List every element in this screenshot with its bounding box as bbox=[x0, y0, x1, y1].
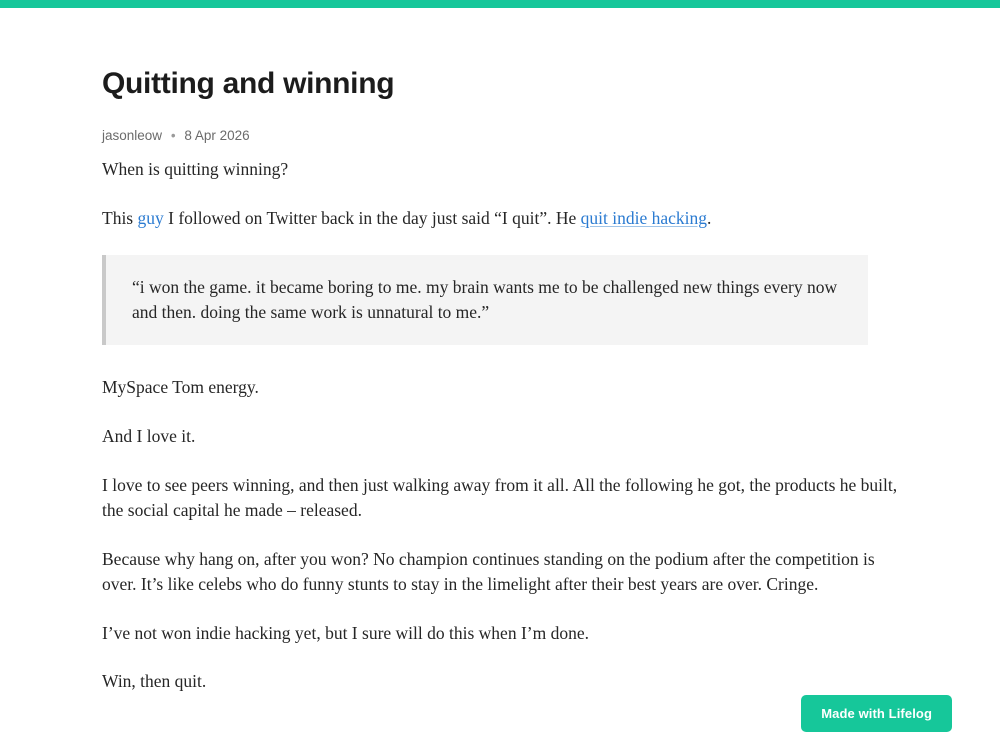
page-title: Quitting and winning bbox=[102, 67, 395, 100]
link-quit-indie-hacking[interactable]: quit indie hacking bbox=[580, 207, 708, 228]
paragraph-love-it: And I love it. bbox=[102, 426, 196, 447]
accent-top-bar bbox=[0, 0, 1000, 8]
post-author: jasonleow bbox=[102, 128, 163, 143]
paragraph-myspace: MySpace Tom energy. bbox=[102, 377, 259, 398]
paragraph-peers-winning: I love to see peers winning, and then just walking away from it all. All the following he got, the products he built, the social capital he made – released. bbox=[102, 475, 898, 520]
meta-separator: • bbox=[170, 128, 176, 143]
post-date: 8 Apr 2026 bbox=[184, 128, 250, 143]
post-meta bbox=[102, 128, 898, 143]
paragraph-win-then-quit: Win, then quit. bbox=[102, 671, 207, 692]
paragraph-with-links bbox=[102, 206, 898, 231]
post-page bbox=[0, 8, 1000, 752]
blockquote bbox=[102, 255, 868, 346]
text-between-links: I followed on Twitter back in the day just said “I quit”. He bbox=[163, 207, 581, 228]
blockquote-text: “i won the game. it became boring to me. my brain wants me to be challenged new things every now and then. doing the same work is unnatural to me.” bbox=[132, 276, 838, 323]
paragraph-why-hang-on: Because why hang on, after you won? No champion continues standing on the podium after the competition is over. It’s like celebs who do funny stunts to stay in the limelight after their best years are over. Cringe. bbox=[102, 548, 875, 594]
paragraph-not-won-yet: I’ve not won indie hacking yet, but I sure will do this when I’m done. bbox=[102, 622, 589, 643]
text-before-link: This bbox=[102, 207, 138, 228]
paragraph-intro: When is quitting winning? bbox=[102, 159, 289, 179]
post-content bbox=[102, 8, 898, 694]
link-guy[interactable]: guy bbox=[137, 207, 164, 228]
text-after-link: . bbox=[707, 207, 712, 228]
made-with-lifelog-badge[interactable]: Made with Lifelog bbox=[801, 695, 952, 732]
